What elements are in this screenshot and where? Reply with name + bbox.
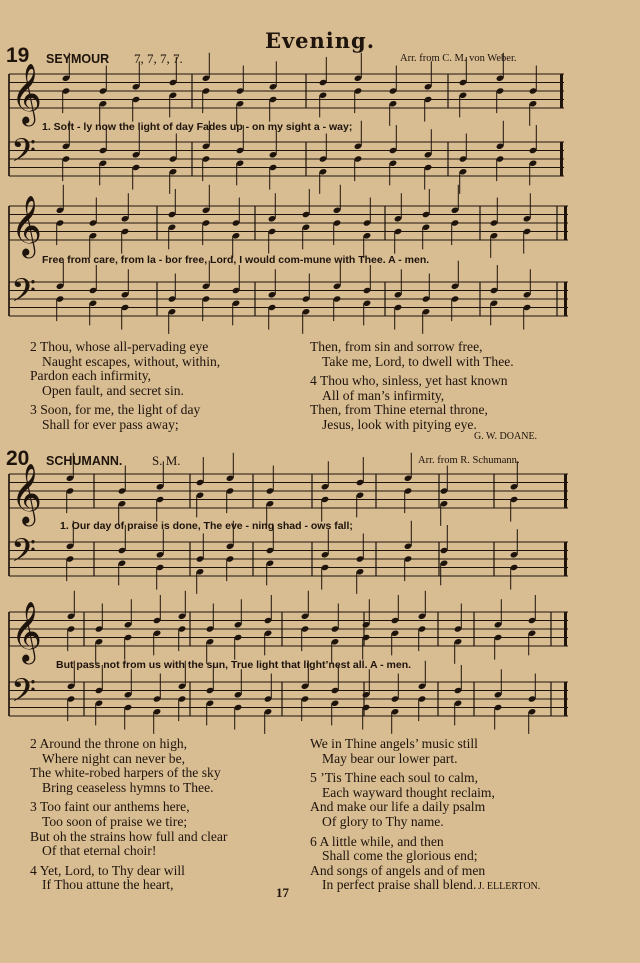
treble-clef-icon: 𝄞 — [11, 195, 43, 256]
verse: 4 Thou who, sinless, yet hast known All of man’s infirmity, Then, from Thine eternal throne, Jesus, look with pitying eye. — [310, 373, 508, 432]
page-number: 17 — [276, 885, 289, 900]
final-bar — [564, 282, 567, 316]
meter: S. M. — [152, 453, 181, 468]
lyric-line: Free from care, from la - bor free, Lord, I would com-mune with Thee. A - men. — [42, 254, 430, 266]
hymn-number: 19 — [6, 44, 30, 67]
verse-column-right — [310, 737, 495, 893]
author-credit: G. W. DOANE. — [474, 431, 538, 442]
final-bar — [564, 206, 567, 240]
treble-clef-icon: 𝄞 — [11, 601, 43, 662]
final-bar — [564, 682, 567, 716]
bass-clef-icon: 𝄢 — [11, 672, 37, 718]
treble-clef-icon: 𝄞 — [11, 463, 43, 524]
final-bar — [560, 74, 563, 108]
final-bar — [564, 474, 567, 508]
verse: Then, from sin and sorrow free, Take me, Lord, to dwell with Thee. — [310, 339, 514, 369]
arranger-credit: Arr. from R. Schumann. — [418, 455, 520, 466]
final-bar — [564, 612, 567, 646]
author-credit: J. ELLERTON. — [478, 881, 541, 892]
lyric-line: 1. Soft - ly now the light of day Fades up - on my sight a - way; — [42, 121, 353, 133]
final-bar — [560, 142, 563, 176]
lyric-line: But pass not from us with the sun, True light that light’nest all. A - men. — [56, 659, 412, 671]
final-bar — [564, 542, 567, 576]
treble-clef-icon: 𝄞 — [11, 63, 43, 124]
verse: We in Thine angels’ music still May bear our lower part. — [310, 736, 478, 766]
verse: 2 Thou, whose all-pervading eye Naught escapes, without, within, Pardon each infirmity, Open fault, and secret sin. — [30, 339, 221, 398]
hymn-number: 20 — [6, 447, 30, 470]
verse: 3 Too faint our anthems here, Too soon of praise we tire; But oh the strains how full and clear Of that eternal choir! — [30, 799, 228, 859]
verse-column-left — [30, 737, 227, 893]
tune-name: SEYMOUR — [46, 52, 110, 66]
verse: 6 A little while, and then Shall come the glorious end; And songs of angels and of men In perfect praise shall blend. — [310, 833, 486, 893]
lyric-line: 1. Our day of praise is done, The eve - ning shad - ows fall; — [60, 520, 353, 532]
meter: 7, 7, 7, 7. — [134, 51, 183, 66]
bass-clef-icon: 𝄢 — [11, 272, 37, 318]
verse-column-right — [310, 340, 514, 433]
bass-clef-icon: 𝄢 — [11, 532, 37, 578]
verse: 5 ’Tis Thine each soul to calm, Each wayward thought reclaim, And make our life a daily psalm Of glory to Thy name. — [310, 770, 495, 829]
tune-name: SCHUMANN. — [46, 454, 123, 468]
verse: 3 Soon, for me, the light of day Shall for ever pass away; — [30, 402, 201, 432]
arranger-credit: Arr. from C. M. von Weber. — [400, 53, 517, 64]
verse: 2 Around the throne on high, Where night can never be, The white-robed harpers of the sky Bring ceaseless hymns to Thee. — [30, 736, 221, 795]
verse: 4 Yet, Lord, to Thy dear will If Thou attune the heart, — [30, 862, 185, 893]
page-title: Evening. — [264, 28, 376, 53]
verse-column-left — [30, 340, 220, 433]
bass-clef-icon: 𝄢 — [11, 132, 37, 178]
